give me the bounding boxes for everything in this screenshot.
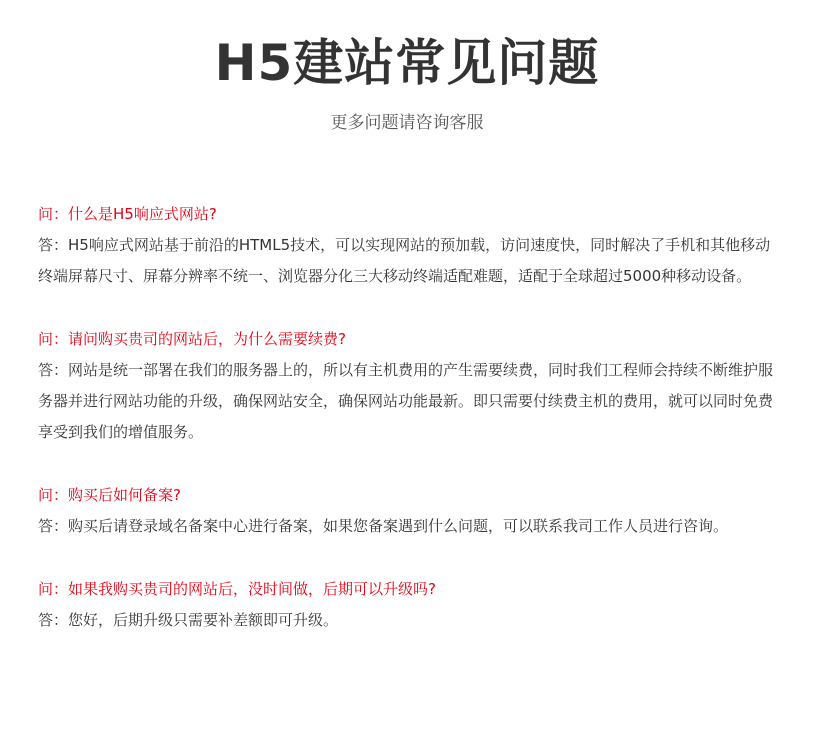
faq-item [38, 480, 783, 542]
faq-question: 问：请问购买贵司的网站后，为什么需要续费? [38, 330, 346, 348]
faq-question: 问：什么是H5响应式网站? [38, 205, 217, 223]
faq-item [38, 574, 783, 636]
faq-answer: 答：H5响应式网站基于前沿的HTML5技术，可以实现网站的预加载，访问速度快，同时解决了手机和其他移动终端屏幕尺寸、屏幕分辨率不统一、浏览器分化三大移动终端适配难题，适配于全球超过5000种移动设备。 [38, 236, 771, 285]
faq-question: 问：购买后如何备案? [38, 486, 181, 504]
faq-item [38, 199, 783, 292]
faq-question: 问：如果我购买贵司的网站后，没时间做，后期可以升级吗? [38, 580, 436, 598]
faq-answer: 答：您好，后期升级只需要补差额即可升级。 [38, 611, 339, 629]
faq-list [38, 199, 783, 668]
page-title: H5建站常见问题 [214, 34, 600, 92]
page-subtitle: 更多问题请咨询客服 [330, 113, 484, 133]
faq-item [38, 324, 783, 448]
faq-answer: 答：网站是统一部署在我们的服务器上的，所以有主机费用的产生需要续费，同时我们工程师会持续不断维护服务器并进行网站功能的升级，确保网站安全，确保网站功能最新。即只需要付续费主机的费用，就可以同时免费享受到我们的增值服务。 [38, 361, 774, 441]
faq-answer: 答：购买后请登录域名备案中心进行备案，如果您备案遇到什么问题，可以联系我司工作人员进行咨询。 [38, 517, 729, 535]
